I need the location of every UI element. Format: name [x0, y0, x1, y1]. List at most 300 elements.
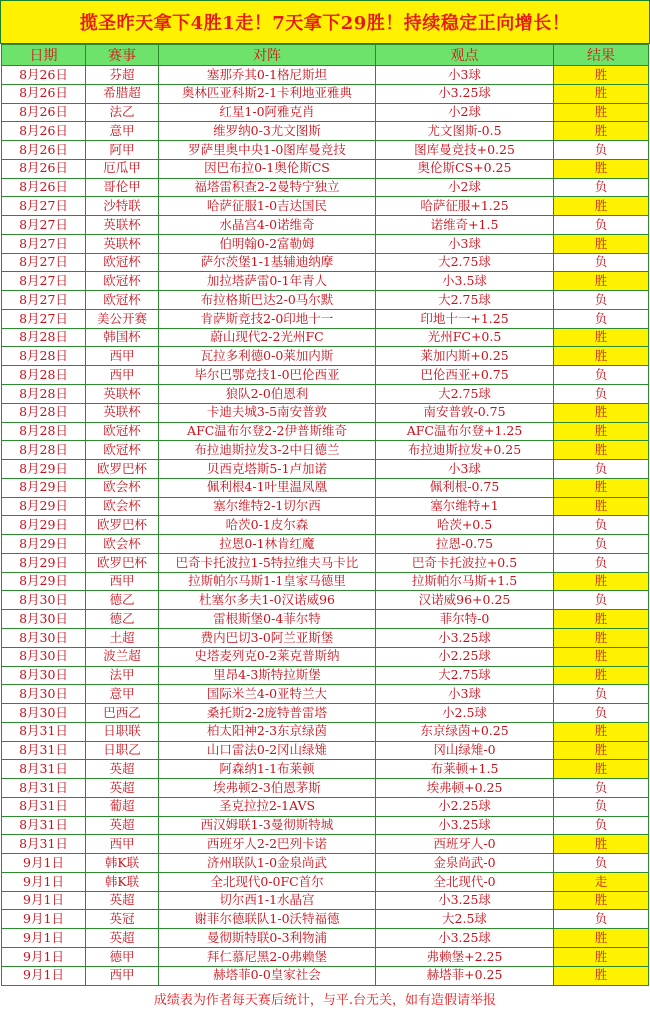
date-cell: 8月29日: [2, 497, 86, 516]
result-cell: 负: [554, 535, 649, 554]
league-cell: 韩国杯: [86, 328, 159, 347]
result-cell: 负: [554, 309, 649, 328]
match-cell: 贝西克塔斯5-1卢加诺: [159, 460, 376, 479]
date-cell: 8月28日: [2, 403, 86, 422]
league-cell: 欧罗巴杯: [86, 516, 159, 535]
pick-cell: 哈萨征服+1.25: [376, 197, 554, 216]
table-row: [2, 628, 649, 647]
result-cell: 胜: [554, 760, 649, 779]
league-cell: 德乙: [86, 610, 159, 629]
result-cell: 负: [554, 779, 649, 798]
date-cell: 9月1日: [2, 910, 86, 929]
match-cell: 水晶宫4-0诺维奇: [159, 216, 376, 235]
result-cell: 负: [554, 178, 649, 197]
result-cell: 胜: [554, 403, 649, 422]
result-cell: 胜: [554, 610, 649, 629]
results-table: [1, 44, 649, 986]
date-cell: 8月30日: [2, 704, 86, 723]
pick-cell: 金泉尚武-0: [376, 854, 554, 873]
date-cell: 8月31日: [2, 760, 86, 779]
match-cell: 佩利根4-1叶里温凤凰: [159, 478, 376, 497]
pick-cell: 汉诺威96+0.25: [376, 591, 554, 610]
result-cell: 胜: [554, 272, 649, 291]
table-row: [2, 141, 649, 160]
date-cell: 8月29日: [2, 478, 86, 497]
date-cell: 8月26日: [2, 178, 86, 197]
league-cell: 美公开赛: [86, 309, 159, 328]
date-cell: 8月28日: [2, 328, 86, 347]
pick-cell: 小2.25球: [376, 797, 554, 816]
match-cell: 谢菲尔德联队1-0沃特福德: [159, 910, 376, 929]
league-cell: 英超: [86, 929, 159, 948]
league-cell: 西甲: [86, 347, 159, 366]
result-cell: 负: [554, 591, 649, 610]
league-cell: 葡超: [86, 797, 159, 816]
header-date: 日期: [2, 45, 86, 66]
match-cell: 曼彻斯特联0-3利物浦: [159, 929, 376, 948]
table-row: [2, 872, 649, 891]
table-row: [2, 253, 649, 272]
date-cell: 8月27日: [2, 197, 86, 216]
league-cell: 德乙: [86, 591, 159, 610]
league-cell: 厄瓜甲: [86, 159, 159, 178]
result-cell: 胜: [554, 647, 649, 666]
pick-cell: 全北现代-0: [376, 872, 554, 891]
match-cell: 费内巴切3-0阿兰亚斯堡: [159, 628, 376, 647]
league-cell: 日职联: [86, 722, 159, 741]
table-row: [2, 385, 649, 404]
match-cell: 加拉塔萨雷0-1年青人: [159, 272, 376, 291]
pick-cell: 小2.5球: [376, 704, 554, 723]
league-cell: 欧冠杯: [86, 441, 159, 460]
league-cell: 日职乙: [86, 741, 159, 760]
date-cell: 8月26日: [2, 103, 86, 122]
match-cell: 塞尔维特2-1切尔西: [159, 497, 376, 516]
match-cell: 萨尔茨堡1-1基辅迪纳摩: [159, 253, 376, 272]
league-cell: 英联杯: [86, 403, 159, 422]
date-cell: 8月30日: [2, 647, 86, 666]
league-cell: 英超: [86, 891, 159, 910]
pick-cell: AFC温布尔登+1.25: [376, 422, 554, 441]
match-cell: 巴奇卡托波拉1-5特拉维夫马卡比: [159, 553, 376, 572]
result-cell: 负: [554, 685, 649, 704]
league-cell: 芬超: [86, 66, 159, 85]
match-cell: 柏太阳神2-3东京绿茵: [159, 722, 376, 741]
date-cell: 8月27日: [2, 216, 86, 235]
table-row: [2, 685, 649, 704]
match-cell: 阿森纳1-1布莱顿: [159, 760, 376, 779]
date-cell: 9月1日: [2, 872, 86, 891]
result-cell: 走: [554, 872, 649, 891]
match-cell: 布拉迪斯拉发3-2中日德兰: [159, 441, 376, 460]
header-pick: 观点: [376, 45, 554, 66]
match-cell: 拉斯帕尔马斯1-1皇家马德里: [159, 572, 376, 591]
pick-cell: 拉恩-0.75: [376, 535, 554, 554]
result-cell: 胜: [554, 347, 649, 366]
pick-cell: 图库曼竞技+0.25: [376, 141, 554, 160]
table-row: [2, 309, 649, 328]
table-row: [2, 366, 649, 385]
date-cell: 9月1日: [2, 929, 86, 948]
pick-cell: 冈山绿雉-0: [376, 741, 554, 760]
league-cell: 巴西乙: [86, 704, 159, 723]
pick-cell: 哈茨+0.5: [376, 516, 554, 535]
table-row: [2, 910, 649, 929]
date-cell: 8月31日: [2, 779, 86, 798]
pick-cell: 莱加内斯+0.25: [376, 347, 554, 366]
league-cell: 英超: [86, 816, 159, 835]
match-cell: 肯萨斯竞技2-0印地十一: [159, 309, 376, 328]
date-cell: 8月29日: [2, 572, 86, 591]
match-cell: 山口雷法0-2冈山绿雉: [159, 741, 376, 760]
result-cell: 胜: [554, 328, 649, 347]
date-cell: 9月1日: [2, 966, 86, 985]
date-cell: 8月30日: [2, 591, 86, 610]
pick-cell: 塞尔维特+1: [376, 497, 554, 516]
result-cell: 胜: [554, 666, 649, 685]
result-cell: 胜: [554, 947, 649, 966]
league-cell: 英超: [86, 760, 159, 779]
league-cell: 西甲: [86, 572, 159, 591]
pick-cell: 布拉迪斯拉发+0.25: [376, 441, 554, 460]
result-cell: 胜: [554, 441, 649, 460]
date-cell: 8月28日: [2, 347, 86, 366]
pick-cell: 南安普敦-0.75: [376, 403, 554, 422]
date-cell: 8月31日: [2, 835, 86, 854]
result-cell: 负: [554, 553, 649, 572]
pick-cell: 诺维奇+1.5: [376, 216, 554, 235]
pick-cell: 大2.5球: [376, 910, 554, 929]
banner-title: 揽圣昨天拿下4胜1走！7天拿下29胜！持续稳定正向增长！: [0, 0, 650, 44]
result-cell: 胜: [554, 122, 649, 141]
table-row: [2, 722, 649, 741]
header-match: 对阵: [159, 45, 376, 66]
table-row: [2, 103, 649, 122]
league-cell: 韩K联: [86, 872, 159, 891]
match-cell: 奥林匹亚科斯2-1卡利地亚雅典: [159, 84, 376, 103]
pick-cell: 菲尔特-0: [376, 610, 554, 629]
result-cell: 负: [554, 704, 649, 723]
pick-cell: 小3.25球: [376, 929, 554, 948]
match-cell: 因巴布拉0-1奥伦斯CS: [159, 159, 376, 178]
result-cell: 胜: [554, 929, 649, 948]
table-row: [2, 666, 649, 685]
date-cell: 8月26日: [2, 66, 86, 85]
result-cell: 负: [554, 141, 649, 160]
result-cell: 负: [554, 460, 649, 479]
match-cell: 埃弗顿2-3伯恩茅斯: [159, 779, 376, 798]
date-cell: 8月29日: [2, 516, 86, 535]
result-cell: 胜: [554, 422, 649, 441]
date-cell: 8月26日: [2, 141, 86, 160]
match-cell: 罗萨里奥中央1-0图库曼竞技: [159, 141, 376, 160]
match-cell: 切尔西1-1水晶宫: [159, 891, 376, 910]
match-cell: AFC温布尔登2-2伊普斯维奇: [159, 422, 376, 441]
result-cell: 胜: [554, 572, 649, 591]
date-cell: 8月27日: [2, 272, 86, 291]
result-cell: 胜: [554, 741, 649, 760]
match-cell: 里昂4-3斯特拉斯堡: [159, 666, 376, 685]
result-cell: 负: [554, 291, 649, 310]
match-cell: 史塔麦列克0-2莱克普斯纳: [159, 647, 376, 666]
table-row: [2, 347, 649, 366]
league-cell: 欧冠杯: [86, 253, 159, 272]
table-row: [2, 535, 649, 554]
table-row: [2, 272, 649, 291]
match-cell: 桑托斯2-2庞特普雷塔: [159, 704, 376, 723]
table-row: [2, 760, 649, 779]
match-cell: 西班牙人2-2巴列卡诺: [159, 835, 376, 854]
league-cell: 阿甲: [86, 141, 159, 160]
result-cell: 负: [554, 216, 649, 235]
result-cell: 胜: [554, 84, 649, 103]
match-cell: 哈茨0-1皮尔森: [159, 516, 376, 535]
pick-cell: 巴奇卡托波拉+0.5: [376, 553, 554, 572]
date-cell: 8月29日: [2, 460, 86, 479]
league-cell: 波兰超: [86, 647, 159, 666]
pick-cell: 小3.25球: [376, 816, 554, 835]
date-cell: 8月31日: [2, 722, 86, 741]
league-cell: 法乙: [86, 103, 159, 122]
table-row: [2, 741, 649, 760]
pick-cell: 拉斯帕尔马斯+1.5: [376, 572, 554, 591]
date-cell: 8月27日: [2, 309, 86, 328]
league-cell: 西甲: [86, 966, 159, 985]
league-cell: 土超: [86, 628, 159, 647]
result-cell: 负: [554, 253, 649, 272]
date-cell: 8月26日: [2, 84, 86, 103]
pick-cell: 小2球: [376, 178, 554, 197]
table-row: [2, 159, 649, 178]
league-cell: 法甲: [86, 666, 159, 685]
result-cell: 胜: [554, 891, 649, 910]
league-cell: 欧会杯: [86, 535, 159, 554]
date-cell: 8月26日: [2, 159, 86, 178]
match-cell: 伯明翰0-2富勒姆: [159, 234, 376, 253]
pick-cell: 大2.75球: [376, 253, 554, 272]
date-cell: 9月1日: [2, 891, 86, 910]
match-cell: 卡迪夫城3-5南安普敦: [159, 403, 376, 422]
date-cell: 8月29日: [2, 553, 86, 572]
pick-cell: 小3球: [376, 685, 554, 704]
date-cell: 8月27日: [2, 234, 86, 253]
result-cell: 胜: [554, 497, 649, 516]
pick-cell: 大2.75球: [376, 385, 554, 404]
table-row: [2, 647, 649, 666]
table-row: [2, 234, 649, 253]
table-row: [2, 929, 649, 948]
table-row: [2, 572, 649, 591]
pick-cell: 小2.25球: [376, 647, 554, 666]
date-cell: 8月27日: [2, 253, 86, 272]
result-cell: 胜: [554, 234, 649, 253]
pick-cell: 印地十一+1.25: [376, 309, 554, 328]
table-row: [2, 779, 649, 798]
result-cell: 胜: [554, 722, 649, 741]
date-cell: 9月1日: [2, 947, 86, 966]
pick-cell: 巴伦西亚+0.75: [376, 366, 554, 385]
table-row: [2, 291, 649, 310]
table-row: [2, 947, 649, 966]
match-cell: 红星1-0阿雅克肖: [159, 103, 376, 122]
match-cell: 福塔雷积查2-2曼特宁独立: [159, 178, 376, 197]
league-cell: 意甲: [86, 685, 159, 704]
result-cell: 负: [554, 797, 649, 816]
league-cell: 韩K联: [86, 854, 159, 873]
result-cell: 胜: [554, 835, 649, 854]
match-cell: 拉恩0-1林肯红魔: [159, 535, 376, 554]
table-row: [2, 797, 649, 816]
date-cell: 8月28日: [2, 366, 86, 385]
result-cell: 负: [554, 385, 649, 404]
table-row: [2, 460, 649, 479]
pick-cell: 光州FC+0.5: [376, 328, 554, 347]
match-cell: 济州联队1-0金泉尚武: [159, 854, 376, 873]
footer-note: 成绩表为作者每天赛后统计，与平.台无关，如有造假请举报: [153, 992, 497, 1008]
pick-cell: 小3.25球: [376, 891, 554, 910]
date-cell: 8月30日: [2, 628, 86, 647]
table-row: [2, 422, 649, 441]
match-cell: 瓦拉多利德0-0莱加内斯: [159, 347, 376, 366]
table-row: [2, 966, 649, 985]
pick-cell: 小2球: [376, 103, 554, 122]
pick-cell: 弗赖堡+2.25: [376, 947, 554, 966]
league-cell: 西甲: [86, 366, 159, 385]
result-cell: 胜: [554, 66, 649, 85]
league-cell: 哥伦甲: [86, 178, 159, 197]
table-row: [2, 835, 649, 854]
table-row: [2, 441, 649, 460]
pick-cell: 小3.25球: [376, 84, 554, 103]
match-cell: 哈萨征服1-0吉达国民: [159, 197, 376, 216]
league-cell: 欧冠杯: [86, 291, 159, 310]
match-cell: 维罗纳0-3尤文图斯: [159, 122, 376, 141]
match-cell: 塞那乔其0-1格尼斯坦: [159, 66, 376, 85]
header-league: 赛事: [86, 45, 159, 66]
date-cell: 8月26日: [2, 122, 86, 141]
table-row: [2, 591, 649, 610]
match-cell: 雷根斯堡0-4菲尔特: [159, 610, 376, 629]
date-cell: 8月31日: [2, 797, 86, 816]
pick-cell: 布莱顿+1.5: [376, 760, 554, 779]
date-cell: 8月30日: [2, 610, 86, 629]
table-row: [2, 197, 649, 216]
result-cell: 负: [554, 516, 649, 535]
table-row: [2, 178, 649, 197]
date-cell: 8月28日: [2, 422, 86, 441]
match-cell: 毕尔巴鄂竞技1-0巴伦西亚: [159, 366, 376, 385]
result-cell: 胜: [554, 103, 649, 122]
table-row: [2, 216, 649, 235]
pick-cell: 东京绿茵+0.25: [376, 722, 554, 741]
table-row: [2, 84, 649, 103]
league-cell: 英超: [86, 779, 159, 798]
league-cell: 英冠: [86, 910, 159, 929]
pick-cell: 大2.75球: [376, 666, 554, 685]
date-cell: 8月31日: [2, 741, 86, 760]
pick-cell: 赫塔菲+0.25: [376, 966, 554, 985]
league-cell: 欧罗巴杯: [86, 460, 159, 479]
date-cell: 9月1日: [2, 854, 86, 873]
match-cell: 圣克拉拉2-1AVS: [159, 797, 376, 816]
league-cell: 欧会杯: [86, 478, 159, 497]
table-row: [2, 66, 649, 85]
table-row: [2, 816, 649, 835]
result-cell: 负: [554, 910, 649, 929]
league-cell: 英联杯: [86, 234, 159, 253]
table-row: [2, 553, 649, 572]
match-cell: 狼队2-0伯恩利: [159, 385, 376, 404]
pick-cell: 奥伦斯CS+0.25: [376, 159, 554, 178]
result-cell: 胜: [554, 159, 649, 178]
match-cell: 布拉格斯巴达2-0马尔默: [159, 291, 376, 310]
match-cell: 杜塞尔多夫1-0汉诺威96: [159, 591, 376, 610]
pick-cell: 埃弗顿+0.25: [376, 779, 554, 798]
result-cell: 负: [554, 366, 649, 385]
league-cell: 英联杯: [86, 385, 159, 404]
league-cell: 沙特联: [86, 197, 159, 216]
match-cell: 蔚山现代2-2光州FC: [159, 328, 376, 347]
table-row: [2, 610, 649, 629]
pick-cell: 小3球: [376, 460, 554, 479]
date-cell: 8月27日: [2, 291, 86, 310]
date-cell: 8月31日: [2, 816, 86, 835]
date-cell: 8月30日: [2, 666, 86, 685]
match-cell: 拜仁慕尼黑2-0弗赖堡: [159, 947, 376, 966]
result-cell: 胜: [554, 966, 649, 985]
table-body: [2, 66, 649, 986]
date-cell: 8月28日: [2, 441, 86, 460]
table-row: [2, 891, 649, 910]
league-cell: 西甲: [86, 835, 159, 854]
league-cell: 欧冠杯: [86, 422, 159, 441]
match-cell: 全北现代0-0FC首尔: [159, 872, 376, 891]
result-cell: 胜: [554, 478, 649, 497]
table-row: [2, 516, 649, 535]
pick-cell: 小3.5球: [376, 272, 554, 291]
table-row: [2, 478, 649, 497]
date-cell: 8月29日: [2, 535, 86, 554]
pick-cell: 大2.75球: [376, 291, 554, 310]
league-cell: 英联杯: [86, 216, 159, 235]
league-cell: 希腊超: [86, 84, 159, 103]
result-cell: 胜: [554, 628, 649, 647]
pick-cell: 佩利根-0.75: [376, 478, 554, 497]
league-cell: 欧会杯: [86, 497, 159, 516]
league-cell: 意甲: [86, 122, 159, 141]
match-cell: 西汉姆联1-3曼彻斯特城: [159, 816, 376, 835]
result-cell: 负: [554, 854, 649, 873]
result-cell: 胜: [554, 197, 649, 216]
header-result: 结果: [554, 45, 649, 66]
result-cell: 负: [554, 816, 649, 835]
table-row: [2, 122, 649, 141]
league-cell: 欧冠杯: [86, 272, 159, 291]
date-cell: 8月30日: [2, 685, 86, 704]
table-row: [2, 403, 649, 422]
pick-cell: 小3.25球: [376, 628, 554, 647]
table-row: [2, 704, 649, 723]
league-cell: 德甲: [86, 947, 159, 966]
date-cell: 8月28日: [2, 385, 86, 404]
league-cell: 欧罗巴杯: [86, 553, 159, 572]
pick-cell: 尤文图斯-0.5: [376, 122, 554, 141]
table-header-row: [2, 45, 649, 66]
table-row: [2, 854, 649, 873]
pick-cell: 小3球: [376, 234, 554, 253]
pick-cell: 小3球: [376, 66, 554, 85]
table-row: [2, 497, 649, 516]
